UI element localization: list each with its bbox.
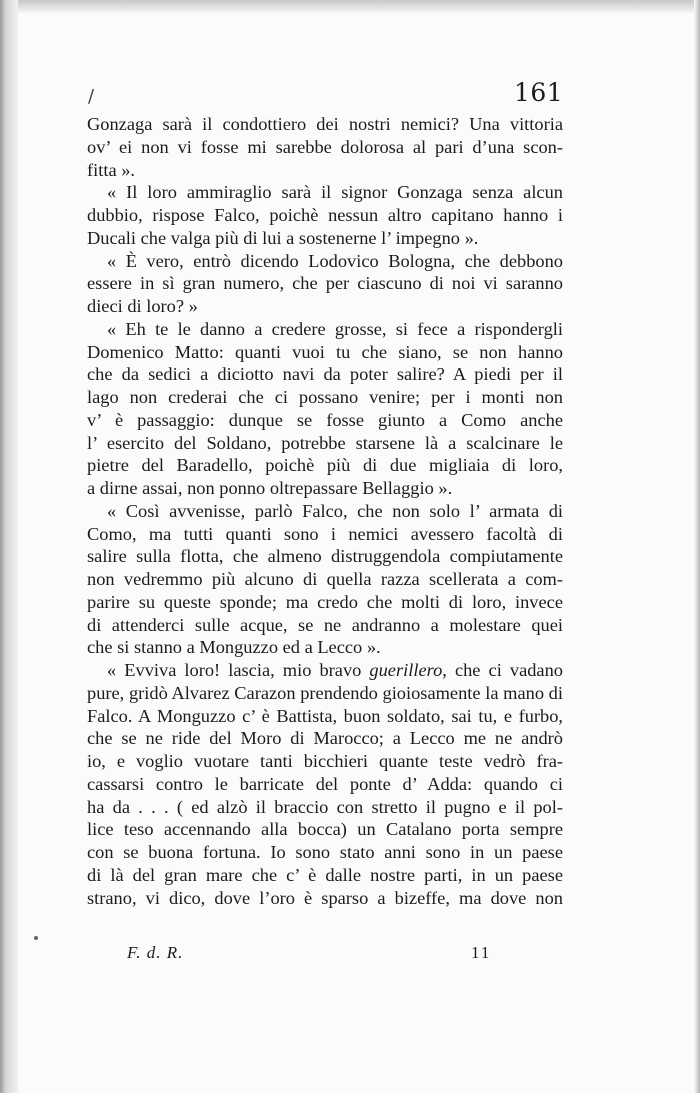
text-line: lice teso accennando alla bocca) un Catalano porta sempre: [87, 819, 563, 840]
text-line: cassarsi contro le barricate del ponte d’ Adda: quando ci: [87, 773, 563, 794]
text-line: Domenico Matto: quanti vuoi tu che siano, se non hanno: [87, 341, 563, 362]
text-line: salire sulla flotta, che almeno distruggendola compiutamente: [87, 546, 563, 567]
text-line: « Evviva loro! lascia, mio bravo guerillero, che ci vadano: [107, 660, 563, 680]
italic-word: guerillero: [369, 660, 443, 680]
text-line: fitta ».: [87, 159, 136, 180]
text-line: « Così avvenisse, parlò Falco, che non solo l’ armata di: [107, 500, 563, 521]
text-line: « Eh te le danno a credere grosse, si fece a rispondergli: [107, 318, 563, 339]
text-line: dieci di loro? »: [87, 296, 198, 316]
page-binding-shadow: [0, 0, 18, 1093]
text-line: v’ è passaggio: dunque se fosse giunto a Como anche: [87, 409, 563, 430]
text-line: parire su queste sponde; ma credo che molti di loro, invece: [87, 591, 563, 612]
text-line: che si stanno a Monguzzo ed a Lecco ».: [87, 637, 381, 658]
body-text: [87, 113, 563, 909]
text-line: di là del gran mare che c’ è dalle nostre parti, in un paese: [87, 864, 563, 885]
text-line: l’ esercito del Soldano, potrebbe starsene là a scalcinare le: [87, 432, 563, 453]
text-line: di attenderci sulle acque, se ne andranno a molestare quei: [87, 614, 563, 635]
text-line: « È vero, entrò dicendo Lodovico Bologna, che debbono: [107, 250, 563, 271]
text-line: pure, gridò Alvarez Carazon prendendo gioiosamente la mano di: [87, 682, 563, 703]
text-line: io, e voglio vuotare tanti bicchieri quante teste vedrò fra-: [87, 751, 563, 771]
text-line: Ducali che valga più di lui a sostenerne l’ impegno ».: [87, 227, 479, 248]
text-line: con se buona fortuna. Io sono stato anni sono in un paese: [87, 842, 563, 862]
page-right-edge: [694, 0, 700, 1093]
text-line: Gonzaga sarà il condottiero dei nostri nemici? Una vittoria: [87, 114, 563, 134]
text-line: pietre del Baradello, poichè più di due migliaia di loro,: [87, 455, 563, 476]
text-line: Falco. A Monguzzo c’ è Battista, buon soldato, sai tu, e furbo,: [87, 705, 563, 726]
text-line: strano, vi dico, dove l’oro è sparso a bizeffe, ma dove non: [87, 887, 563, 908]
text-line: lago non crederai che ci possano venire; per i monti non: [87, 387, 563, 407]
text-line: dubbio, rispose Falco, poichè nessun altro capitano hanno i: [87, 205, 563, 225]
text-line: ha da . . . ( ed alzò il braccio con stretto il pugno e il pol-: [87, 796, 563, 817]
footer-sheet-number: 11: [471, 943, 492, 962]
text-line: Como, ma tutti quanti sono i nemici avessero facoltà di: [87, 523, 563, 544]
page-number: 161: [514, 78, 564, 107]
stray-pencil-mark: /: [88, 86, 95, 107]
text-line: ov’ ei non vi fosse mi sarebbe dolorosa al pari d’una scon-: [87, 136, 563, 157]
text-line: a dirne assai, non ponno oltrepassare Bellaggio ».: [87, 478, 453, 498]
page-top-shadow: [0, 0, 700, 14]
paper-speck: [34, 936, 38, 940]
text-line: che se ne ride del Moro di Marocco; a Lecco me ne andrò: [87, 728, 563, 749]
text-line: essere in sì gran numero, che per ciascuno di noi vi saranno: [87, 273, 563, 294]
footer-signature: F. d. R.: [127, 943, 184, 962]
text-line: « Il loro ammiraglio sarà il signor Gonzaga senza alcun: [107, 182, 563, 203]
text-line: che da sedici a diciotto navi da poter salire? A piedi per il: [87, 364, 563, 385]
text-line: non vedremmo più alcuno di quella razza scellerata a com-: [87, 569, 563, 589]
